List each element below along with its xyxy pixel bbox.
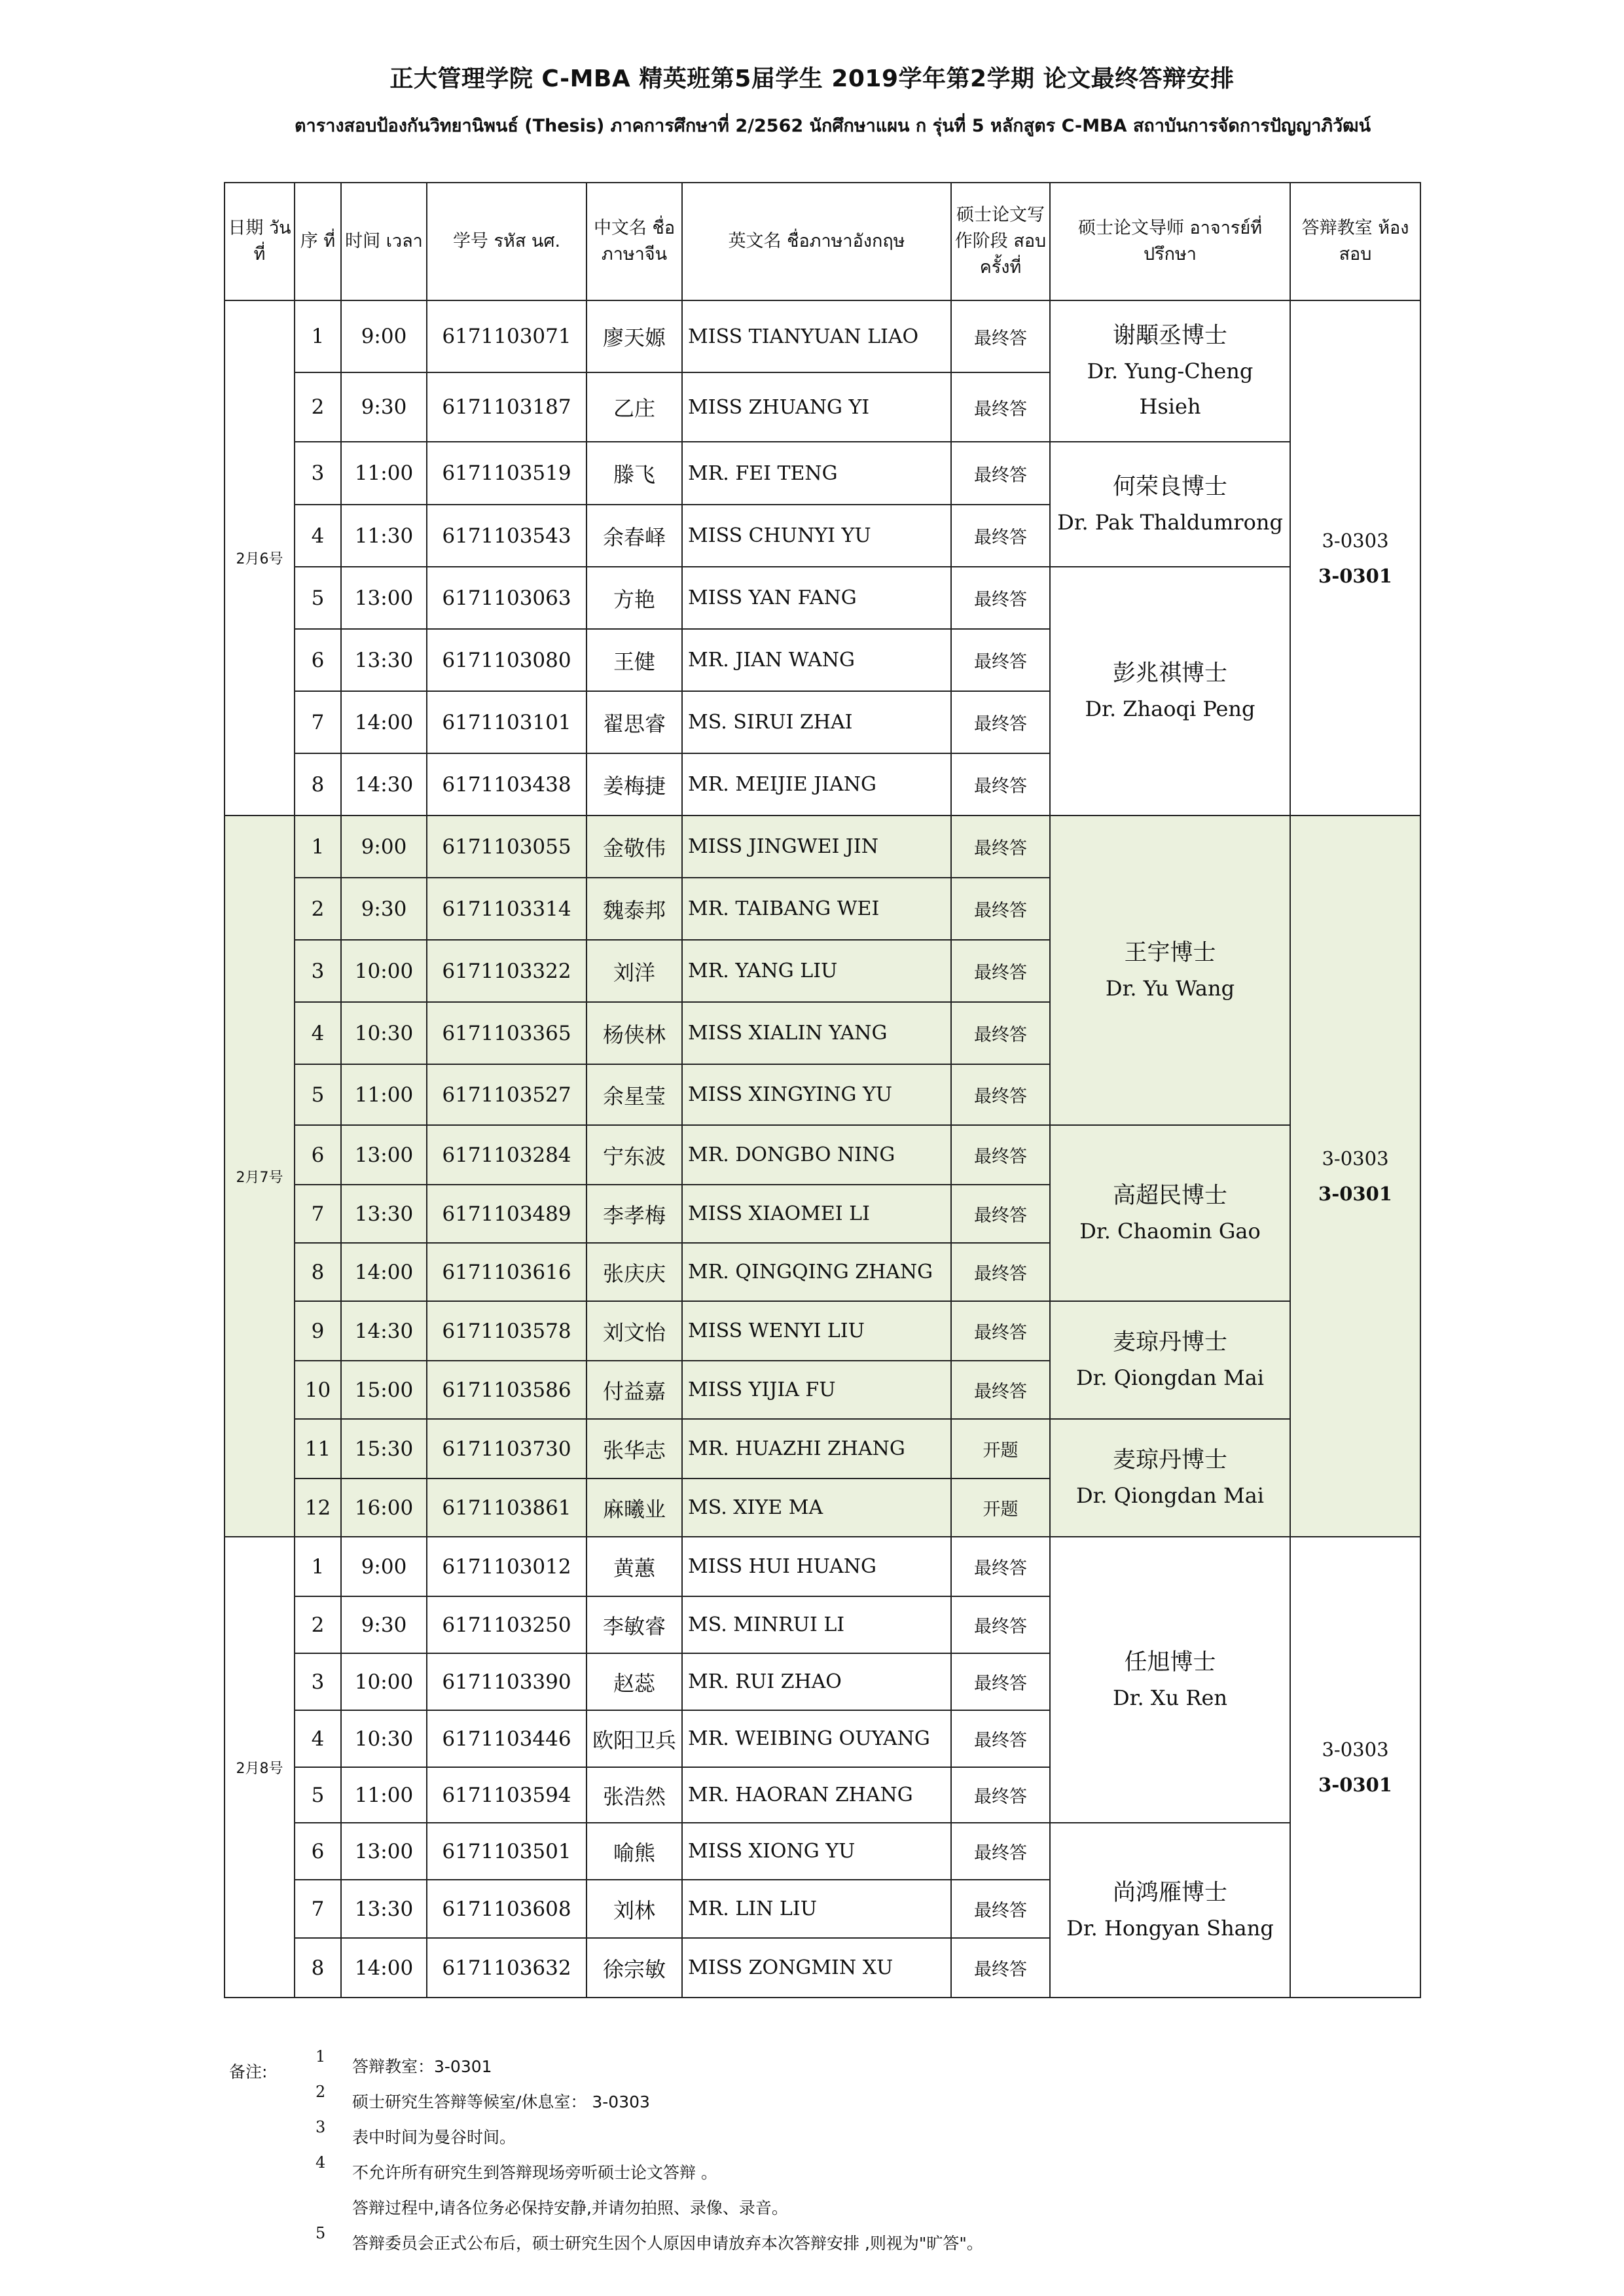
time-cell: 13:00 bbox=[341, 1125, 427, 1185]
note-text: 硕士研究生答辩等候室/休息室： 3-0303 bbox=[352, 2092, 650, 2111]
english-name-cell: MISS JINGWEI JIN bbox=[682, 816, 951, 878]
table-row bbox=[225, 1301, 1420, 1361]
chinese-name-cell: 徐宗敏 bbox=[586, 1938, 682, 1998]
header-room: 答辩教室 ห้องสอบ bbox=[1290, 183, 1420, 300]
time-cell: 13:30 bbox=[341, 1185, 427, 1243]
chinese-name-cell: 乙庄 bbox=[586, 372, 682, 442]
table-row bbox=[225, 1419, 1420, 1479]
chinese-name-cell: 方艳 bbox=[586, 567, 682, 629]
room-defense: 3-0301 bbox=[1318, 1183, 1392, 1205]
table-row bbox=[225, 816, 1420, 878]
day-date: 2月6号 bbox=[225, 300, 295, 816]
advisor-name-cn: 麦琼丹博士 bbox=[1112, 1447, 1227, 1473]
seq-cell: 2 bbox=[295, 1596, 341, 1653]
seq-cell: 3 bbox=[295, 442, 341, 505]
seq-cell: 6 bbox=[295, 1823, 341, 1880]
time-cell: 11:00 bbox=[341, 1064, 427, 1125]
english-name-cell: MR. FEI TENG bbox=[682, 442, 951, 505]
note-item bbox=[316, 2118, 516, 2148]
chinese-name-cell: 王健 bbox=[586, 629, 682, 691]
table-row bbox=[225, 567, 1420, 629]
note-text: 答辩委员会正式公布后，硕士研究生因个人原因申请放弃本次答辩安排 ,则视为"旷答"。 bbox=[352, 2234, 983, 2253]
header-time: 时间 เวลา bbox=[341, 183, 427, 300]
time-cell: 11:00 bbox=[341, 442, 427, 505]
english-name-cell: MR. RUI ZHAO bbox=[682, 1653, 951, 1710]
advisor-name-cn: 何荣良博士 bbox=[1112, 473, 1227, 500]
stage-cell: 最终答 bbox=[951, 1710, 1050, 1767]
student-id-cell: 6171103284 bbox=[427, 1125, 586, 1185]
student-id-cell: 6171103390 bbox=[427, 1653, 586, 1710]
student-id-cell: 6171103012 bbox=[427, 1537, 586, 1596]
time-cell: 16:00 bbox=[341, 1479, 427, 1537]
room-waiting: 3-0303 bbox=[1322, 529, 1389, 552]
stage-cell: 最终答 bbox=[951, 1596, 1050, 1653]
student-id-cell: 6171103594 bbox=[427, 1767, 586, 1823]
english-name-cell: MISS XIALIN YANG bbox=[682, 1002, 951, 1064]
time-cell: 11:00 bbox=[341, 1767, 427, 1823]
header-chinese-name: 中文名 ชื่อภาษาจีน bbox=[586, 183, 682, 300]
advisor-cell bbox=[1050, 442, 1290, 567]
stage-cell: 最终答 bbox=[951, 1125, 1050, 1185]
english-name-cell: MS. MINRUI LI bbox=[682, 1596, 951, 1653]
advisor-cell bbox=[1050, 1419, 1290, 1537]
chinese-name-cell: 魏泰邦 bbox=[586, 878, 682, 940]
seq-cell: 8 bbox=[295, 753, 341, 816]
student-id-cell: 6171103543 bbox=[427, 505, 586, 567]
seq-cell: 6 bbox=[295, 1125, 341, 1185]
time-cell: 9:30 bbox=[341, 878, 427, 940]
advisor-cell bbox=[1050, 567, 1290, 816]
seq-cell: 5 bbox=[295, 1064, 341, 1125]
chinese-name-cell: 付益嘉 bbox=[586, 1361, 682, 1419]
header-advisor: 硕士论文导师 อาจารย์ที่ปรึกษา bbox=[1050, 183, 1290, 300]
student-id-cell: 6171103519 bbox=[427, 442, 586, 505]
time-cell: 9:00 bbox=[341, 816, 427, 878]
table-row bbox=[225, 1823, 1420, 1880]
student-id-cell: 6171103632 bbox=[427, 1938, 586, 1998]
chinese-name-cell: 赵蕊 bbox=[586, 1653, 682, 1710]
time-cell: 13:00 bbox=[341, 567, 427, 629]
day-date: 2月7号 bbox=[225, 816, 295, 1537]
chinese-name-cell: 姜梅捷 bbox=[586, 753, 682, 816]
advisor-cell bbox=[1050, 1125, 1290, 1301]
chinese-name-cell: 刘文怡 bbox=[586, 1301, 682, 1361]
seq-cell: 5 bbox=[295, 567, 341, 629]
stage-cell: 最终答 bbox=[951, 940, 1050, 1002]
english-name-cell: MR. MEIJIE JIANG bbox=[682, 753, 951, 816]
table-header-row bbox=[225, 183, 1420, 300]
advisor-name-cn: 高超民博士 bbox=[1112, 1182, 1227, 1209]
time-cell: 14:00 bbox=[341, 691, 427, 753]
student-id-cell: 6171103080 bbox=[427, 629, 586, 691]
time-cell: 14:30 bbox=[341, 753, 427, 816]
english-name-cell: MR. JIAN WANG bbox=[682, 629, 951, 691]
seq-cell: 8 bbox=[295, 1938, 341, 1998]
english-name-cell: MISS ZHUANG YI bbox=[682, 372, 951, 442]
time-cell: 11:30 bbox=[341, 505, 427, 567]
stage-cell: 最终答 bbox=[951, 1361, 1050, 1419]
stage-cell: 最终答 bbox=[951, 691, 1050, 753]
advisor-name-en: Dr. Yu Wang bbox=[1105, 975, 1235, 1001]
time-cell: 15:30 bbox=[341, 1419, 427, 1479]
note-item bbox=[316, 2153, 717, 2183]
page-title: 正大管理学院 C-MBA 精英班第5届学生 2019学年第2学期 论文最终答辩安排 bbox=[389, 65, 1235, 92]
page-subtitle-thai: ตารางสอบป้องกันวิทยานิพนธ์ (Thesis) ภาคการศึกษาที่ 2/2562 นักศึกษาแผน ก รุ่นที่ 5 หลักสูตร C-MBA สถาบันการจัดการปัญญาภิวัฒน์ bbox=[295, 116, 1371, 136]
seq-cell: 7 bbox=[295, 1880, 341, 1938]
time-cell: 10:00 bbox=[341, 940, 427, 1002]
note-item bbox=[316, 2195, 788, 2219]
advisor-name-en: Dr. Chaomin Gao bbox=[1079, 1218, 1261, 1244]
english-name-cell: MISS YIJIA FU bbox=[682, 1361, 951, 1419]
chinese-name-cell: 廖天嫄 bbox=[586, 300, 682, 372]
time-cell: 9:00 bbox=[341, 1537, 427, 1596]
advisor-name-cn: 尚鸿雁博士 bbox=[1112, 1879, 1227, 1906]
note-number: 2 bbox=[316, 2083, 326, 2101]
advisor-name-en: Dr. Yung-Cheng Hsieh bbox=[1087, 359, 1254, 419]
note-number: 1 bbox=[316, 2047, 326, 2066]
stage-cell: 最终答 bbox=[951, 1823, 1050, 1880]
schedule-table bbox=[224, 182, 1421, 1998]
seq-cell: 9 bbox=[295, 1301, 341, 1361]
student-id-cell: 6171103730 bbox=[427, 1419, 586, 1479]
english-name-cell: MR. LIN LIU bbox=[682, 1880, 951, 1938]
note-number: 3 bbox=[316, 2118, 326, 2136]
header-date: 日期 วันที่ bbox=[225, 183, 295, 300]
stage-cell: 最终答 bbox=[951, 1064, 1050, 1125]
note-text: 表中时间为曼谷时间。 bbox=[352, 2128, 516, 2147]
stage-cell: 最终答 bbox=[951, 1938, 1050, 1998]
student-id-cell: 6171103527 bbox=[427, 1064, 586, 1125]
chinese-name-cell: 喻熊 bbox=[586, 1823, 682, 1880]
stage-cell: 最终答 bbox=[951, 1185, 1050, 1243]
student-id-cell: 6171103501 bbox=[427, 1823, 586, 1880]
header-thesis-stage: 硕士论文写作阶段 สอบครั้งที่ bbox=[951, 183, 1050, 300]
stage-cell: 最终答 bbox=[951, 1653, 1050, 1710]
student-id-cell: 6171103250 bbox=[427, 1596, 586, 1653]
english-name-cell: MR. HAORAN ZHANG bbox=[682, 1767, 951, 1823]
stage-cell: 开题 bbox=[951, 1419, 1050, 1479]
english-name-cell: MS. SIRUI ZHAI bbox=[682, 691, 951, 753]
room-cell bbox=[1290, 300, 1420, 816]
student-id-cell: 6171103063 bbox=[427, 567, 586, 629]
seq-cell: 2 bbox=[295, 372, 341, 442]
table-row bbox=[225, 1125, 1420, 1185]
time-cell: 9:30 bbox=[341, 372, 427, 442]
room-waiting: 3-0303 bbox=[1322, 1147, 1389, 1170]
chinese-name-cell: 宁东波 bbox=[586, 1125, 682, 1185]
seq-cell: 7 bbox=[295, 1185, 341, 1243]
advisor-name-en: Dr. Hongyan Shang bbox=[1066, 1915, 1274, 1941]
student-id-cell: 6171103438 bbox=[427, 753, 586, 816]
english-name-cell: MR. HUAZHI ZHANG bbox=[682, 1419, 951, 1479]
student-id-cell: 6171103578 bbox=[427, 1301, 586, 1361]
student-id-cell: 6171103055 bbox=[427, 816, 586, 878]
english-name-cell: MR. DONGBO NING bbox=[682, 1125, 951, 1185]
room-cell bbox=[1290, 816, 1420, 1537]
seq-cell: 5 bbox=[295, 1767, 341, 1823]
seq-cell: 2 bbox=[295, 878, 341, 940]
table-row bbox=[225, 1537, 1420, 1596]
chinese-name-cell: 金敬伟 bbox=[586, 816, 682, 878]
header-english-name: 英文名 ชื่อภาษาอังกฤษ bbox=[682, 183, 951, 300]
english-name-cell: MISS YAN FANG bbox=[682, 567, 951, 629]
english-name-cell: MR. QINGQING ZHANG bbox=[682, 1243, 951, 1301]
seq-cell: 4 bbox=[295, 1710, 341, 1767]
stage-cell: 最终答 bbox=[951, 1301, 1050, 1361]
seq-cell: 10 bbox=[295, 1361, 341, 1419]
advisor-name-cn: 王宇博士 bbox=[1124, 939, 1216, 966]
room-waiting: 3-0303 bbox=[1322, 1738, 1389, 1761]
student-id-cell: 6171103861 bbox=[427, 1479, 586, 1537]
student-id-cell: 6171103187 bbox=[427, 372, 586, 442]
student-id-cell: 6171103365 bbox=[427, 1002, 586, 1064]
chinese-name-cell: 余星莹 bbox=[586, 1064, 682, 1125]
advisor-cell bbox=[1050, 1301, 1290, 1419]
english-name-cell: MISS CHUNYI YU bbox=[682, 505, 951, 567]
seq-cell: 12 bbox=[295, 1479, 341, 1537]
english-name-cell: MR. YANG LIU bbox=[682, 940, 951, 1002]
student-id-cell: 6171103586 bbox=[427, 1361, 586, 1419]
advisor-cell bbox=[1050, 1537, 1290, 1823]
note-text: 答辩过程中,请各位务必保持安静,并请勿拍照、录像、录音。 bbox=[352, 2198, 788, 2217]
header-student-id: 学号 รหัส นศ. bbox=[427, 183, 586, 300]
seq-cell: 6 bbox=[295, 629, 341, 691]
advisor-cell bbox=[1050, 1823, 1290, 1998]
header-seq: 序 ที่ bbox=[295, 183, 341, 300]
student-id-cell: 6171103489 bbox=[427, 1185, 586, 1243]
stage-cell: 最终答 bbox=[951, 753, 1050, 816]
chinese-name-cell: 李敏睿 bbox=[586, 1596, 682, 1653]
stage-cell: 最终答 bbox=[951, 629, 1050, 691]
stage-cell: 最终答 bbox=[951, 300, 1050, 372]
room-cell bbox=[1290, 1537, 1420, 1998]
room-defense: 3-0301 bbox=[1318, 564, 1392, 587]
advisor-name-cn: 彭兆祺博士 bbox=[1112, 660, 1227, 687]
english-name-cell: MS. XIYE MA bbox=[682, 1479, 951, 1537]
stage-cell: 最终答 bbox=[951, 442, 1050, 505]
stage-cell: 最终答 bbox=[951, 1537, 1050, 1596]
seq-cell: 3 bbox=[295, 940, 341, 1002]
stage-cell: 最终答 bbox=[951, 1767, 1050, 1823]
note-item bbox=[316, 2047, 492, 2077]
stage-cell: 最终答 bbox=[951, 816, 1050, 878]
chinese-name-cell: 欧阳卫兵 bbox=[586, 1710, 682, 1767]
english-name-cell: MISS HUI HUANG bbox=[682, 1537, 951, 1596]
student-id-cell: 6171103608 bbox=[427, 1880, 586, 1938]
stage-cell: 最终答 bbox=[951, 505, 1050, 567]
stage-cell: 最终答 bbox=[951, 1243, 1050, 1301]
time-cell: 15:00 bbox=[341, 1361, 427, 1419]
seq-cell: 1 bbox=[295, 1537, 341, 1596]
advisor-name-en: Dr. Xu Ren bbox=[1113, 1685, 1227, 1710]
student-id-cell: 6171103322 bbox=[427, 940, 586, 1002]
english-name-cell: MISS XIONG YU bbox=[682, 1823, 951, 1880]
time-cell: 10:30 bbox=[341, 1002, 427, 1064]
note-item bbox=[316, 2083, 650, 2113]
time-cell: 14:30 bbox=[341, 1301, 427, 1361]
time-cell: 9:30 bbox=[341, 1596, 427, 1653]
chinese-name-cell: 李孝梅 bbox=[586, 1185, 682, 1243]
table-row bbox=[225, 442, 1420, 505]
table-row bbox=[225, 300, 1420, 372]
chinese-name-cell: 余春峄 bbox=[586, 505, 682, 567]
time-cell: 13:30 bbox=[341, 629, 427, 691]
note-number: 4 bbox=[316, 2153, 326, 2172]
chinese-name-cell: 张浩然 bbox=[586, 1767, 682, 1823]
student-id-cell: 6171103101 bbox=[427, 691, 586, 753]
room-defense: 3-0301 bbox=[1318, 1774, 1392, 1796]
note-number: 5 bbox=[316, 2224, 326, 2242]
time-cell: 9:00 bbox=[341, 300, 427, 372]
english-name-cell: MISS TIANYUAN LIAO bbox=[682, 300, 951, 372]
seq-cell: 7 bbox=[295, 691, 341, 753]
advisor-name-en: Dr. Zhaoqi Peng bbox=[1085, 696, 1255, 721]
time-cell: 14:00 bbox=[341, 1938, 427, 1998]
english-name-cell: MISS WENYI LIU bbox=[682, 1301, 951, 1361]
time-cell: 10:00 bbox=[341, 1653, 427, 1710]
stage-cell: 最终答 bbox=[951, 567, 1050, 629]
english-name-cell: MISS XIAOMEI LI bbox=[682, 1185, 951, 1243]
english-name-cell: MISS XINGYING YU bbox=[682, 1064, 951, 1125]
advisor-name-en: Dr. Pak Thaldumrong bbox=[1057, 509, 1283, 535]
chinese-name-cell: 张庆庆 bbox=[586, 1243, 682, 1301]
english-name-cell: MISS ZONGMIN XU bbox=[682, 1938, 951, 1998]
chinese-name-cell: 黄蕙 bbox=[586, 1537, 682, 1596]
stage-cell: 最终答 bbox=[951, 372, 1050, 442]
seq-cell: 4 bbox=[295, 1002, 341, 1064]
student-id-cell: 6171103314 bbox=[427, 878, 586, 940]
chinese-name-cell: 刘洋 bbox=[586, 940, 682, 1002]
note-item bbox=[316, 2224, 983, 2254]
time-cell: 13:00 bbox=[341, 1823, 427, 1880]
seq-cell: 11 bbox=[295, 1419, 341, 1479]
chinese-name-cell: 翟思睿 bbox=[586, 691, 682, 753]
english-name-cell: MR. WEIBING OUYANG bbox=[682, 1710, 951, 1767]
note-text: 答辩教室：3-0301 bbox=[352, 2057, 492, 2076]
advisor-name-cn: 谢顒丞博士 bbox=[1112, 323, 1227, 349]
time-cell: 14:00 bbox=[341, 1243, 427, 1301]
chinese-name-cell: 麻曦业 bbox=[586, 1479, 682, 1537]
chinese-name-cell: 刘林 bbox=[586, 1880, 682, 1938]
time-cell: 10:30 bbox=[341, 1710, 427, 1767]
seq-cell: 3 bbox=[295, 1653, 341, 1710]
seq-cell: 8 bbox=[295, 1243, 341, 1301]
student-id-cell: 6171103616 bbox=[427, 1243, 586, 1301]
stage-cell: 最终答 bbox=[951, 1002, 1050, 1064]
stage-cell: 最终答 bbox=[951, 878, 1050, 940]
advisor-cell bbox=[1050, 300, 1290, 442]
seq-cell: 1 bbox=[295, 816, 341, 878]
seq-cell: 1 bbox=[295, 300, 341, 372]
day-date: 2月8号 bbox=[225, 1537, 295, 1998]
chinese-name-cell: 滕飞 bbox=[586, 442, 682, 505]
student-id-cell: 6171103446 bbox=[427, 1710, 586, 1767]
seq-cell: 4 bbox=[295, 505, 341, 567]
advisor-name-cn: 麦琼丹博士 bbox=[1112, 1329, 1227, 1355]
notes-label: 备注: bbox=[229, 2062, 268, 2081]
chinese-name-cell: 张华志 bbox=[586, 1419, 682, 1479]
stage-cell: 开题 bbox=[951, 1479, 1050, 1537]
time-cell: 13:30 bbox=[341, 1880, 427, 1938]
note-text: 不允许所有研究生到答辩现场旁听硕士论文答辩 。 bbox=[352, 2163, 717, 2182]
advisor-name-cn: 任旭博士 bbox=[1124, 1649, 1216, 1676]
english-name-cell: MR. TAIBANG WEI bbox=[682, 878, 951, 940]
student-id-cell: 6171103071 bbox=[427, 300, 586, 372]
advisor-name-en: Dr. Qiongdan Mai bbox=[1075, 1365, 1265, 1390]
stage-cell: 最终答 bbox=[951, 1880, 1050, 1938]
advisor-cell bbox=[1050, 816, 1290, 1125]
advisor-name-en: Dr. Qiongdan Mai bbox=[1075, 1483, 1265, 1508]
chinese-name-cell: 杨侠林 bbox=[586, 1002, 682, 1064]
